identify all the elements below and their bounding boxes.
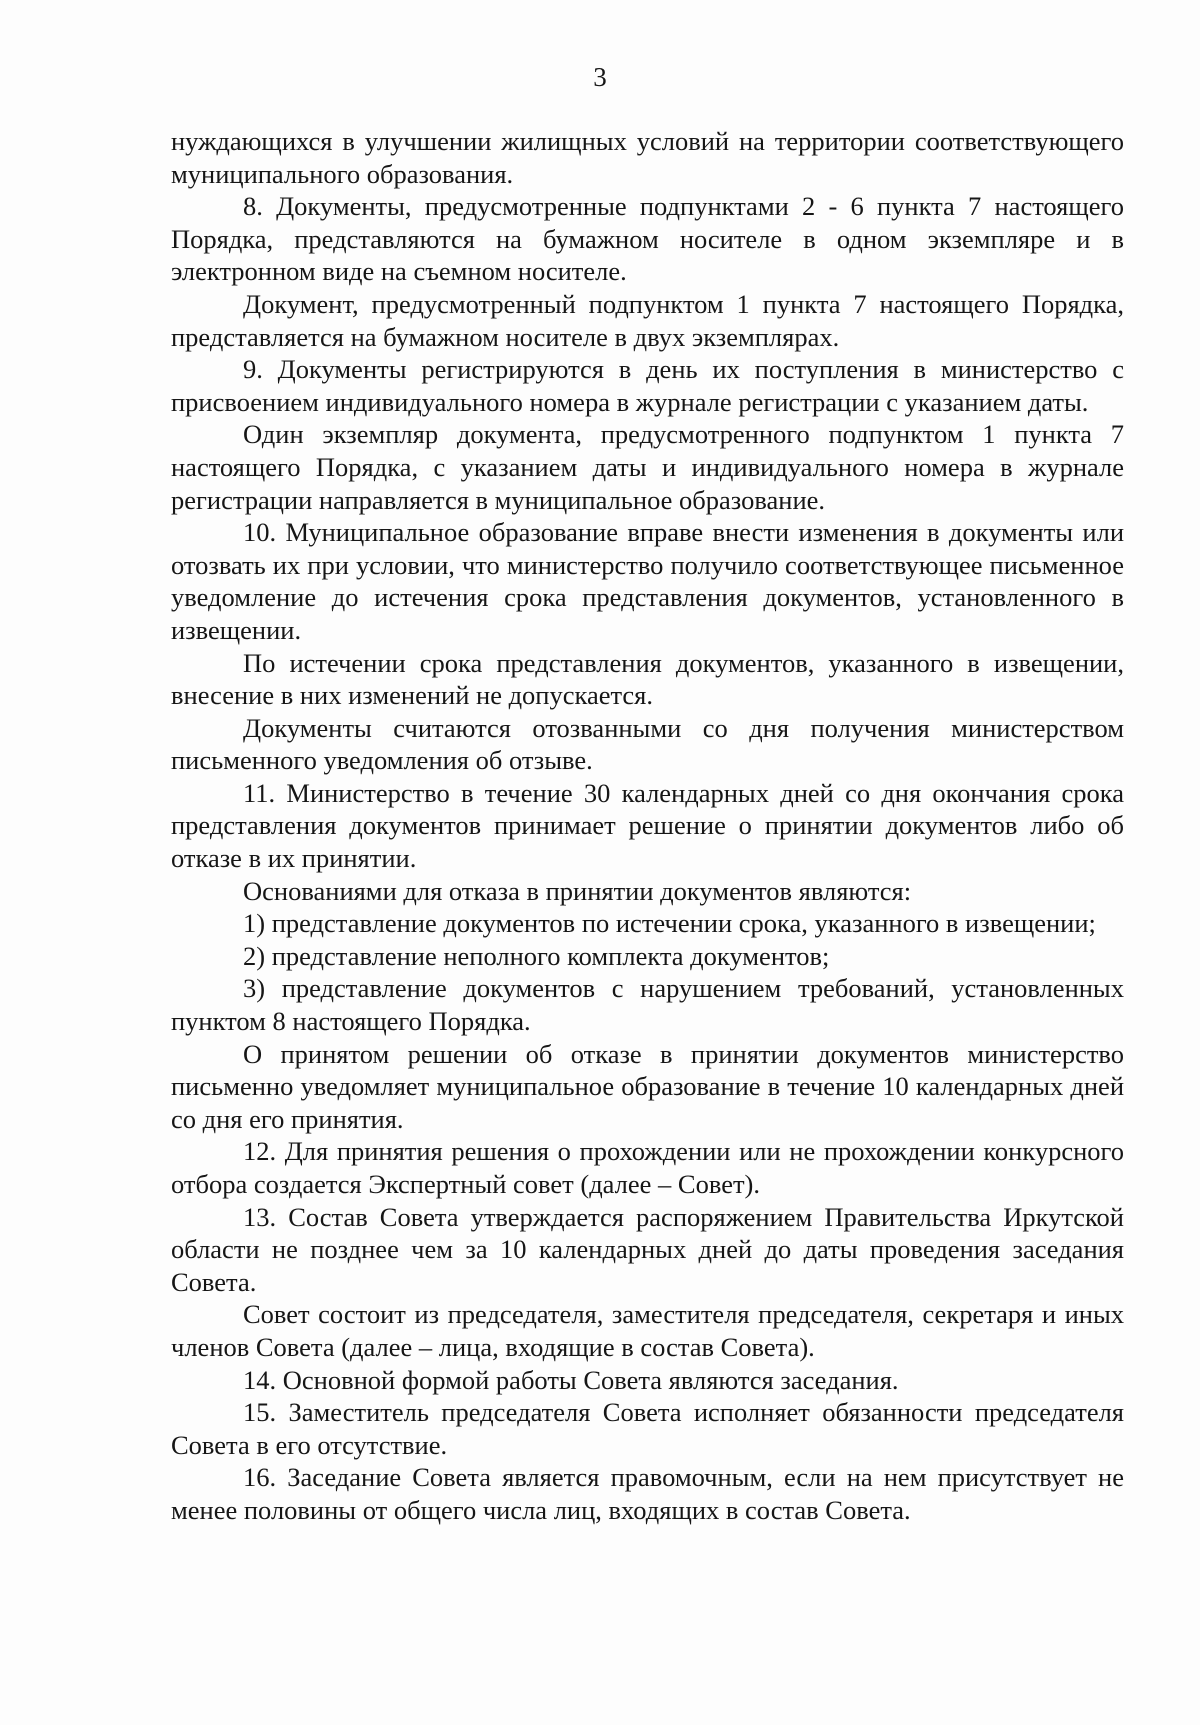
paragraph-item-9-second: Один экземпляр документа, предусмотренного подпунктом 1 пункта 7 настоящего Порядка, с указанием даты и индивидуального номера в журнале регистрации направляется в муниципальное образование. <box>171 419 1124 515</box>
paragraph-item-14: 14. Основной формой работы Совета являются заседания. <box>243 1364 899 1395</box>
paragraph-ground-1: 1) представление документов по истечении срока, указанного в извещении; <box>243 908 1096 939</box>
paragraph-item-15: 15. Заместитель председателя Совета исполняет обязанности председателя Совета в его отсутствие. <box>171 1397 1124 1460</box>
paragraph-item-10-third: Документы считаются отозванными со дня получения министерством письменного уведомления об отзыве. <box>171 712 1124 776</box>
paragraph-item-10-second: По истечении срока представления документов, указанного в извещении, внесение в них изменений не допускается. <box>171 647 1124 711</box>
paragraph-item-10: 10. Муниципальное образование вправе внести изменения в документы или отозвать их при условии, что министерство получило соответствующее письменное уведомление до истечения срока представления документов, установленного в извещении. <box>171 517 1124 645</box>
paragraph-item-16: 16. Заседание Совета является правомочным, если на нем присутствует не менее половины от общего числа лиц, входящих в состав Совета. <box>171 1462 1124 1525</box>
paragraph-continuation: нуждающихся в улучшении жилищных условий на территории соответствующего муниципального образования. <box>171 126 1124 189</box>
paragraph-item-9: 9. Документы регистрируются в день их поступления в министерство с присвоением индивидуального номера в журнале регистрации с указанием даты. <box>171 354 1124 417</box>
paragraph-item-8-second: Документ, предусмотренный подпунктом 1 пункта 7 настоящего Порядка, представляется на бумажном носителе в двух экземплярах. <box>171 288 1124 352</box>
paragraph-item-13-second: Совет состоит из председателя, заместителя председателя, секретаря и иных членов Совета (далее – лица, входящие в состав Совета). <box>171 1299 1124 1362</box>
paragraph-ground-3: 3) представление документов с нарушением требований, установленных пунктом 8 настоящего Порядка. <box>171 973 1124 1037</box>
paragraph-item-11-grounds: Основаниями для отказа в принятии документов являются: <box>243 875 912 906</box>
paragraph-item-12: 12. Для принятия решения о прохождении или не прохождении конкурсного отбора создается Экспертный совет (далее – Совет). <box>171 1136 1124 1199</box>
paragraph-item-8: 8. Документы, предусмотренные подпунктами 2 - 6 пункта 7 настоящего Порядка, представляются на бумажном носителе в одном экземпляре и в электронном виде на съемном носителе. <box>171 191 1124 287</box>
paragraph-item-11-notice: О принятом решении об отказе в принятии документов министерство письменно уведомляет муниципальное образование в течение 10 календарных дней со дня его принятия. <box>171 1038 1124 1134</box>
page-number: 3 <box>593 62 607 92</box>
paragraph-item-13: 13. Состав Совета утверждается распоряжением Правительства Иркутской области не позднее чем за 10 календарных дней до даты проведения заседания Совета. <box>171 1201 1124 1297</box>
paragraph-ground-2: 2) представление неполного комплекта документов; <box>243 940 830 971</box>
paragraph-item-11: 11. Министерство в течение 30 календарных дней со дня окончания срока представления документов принимает решение о принятии документов либо об отказе в их принятии. <box>171 777 1124 874</box>
document-body <box>171 125 1124 1527</box>
